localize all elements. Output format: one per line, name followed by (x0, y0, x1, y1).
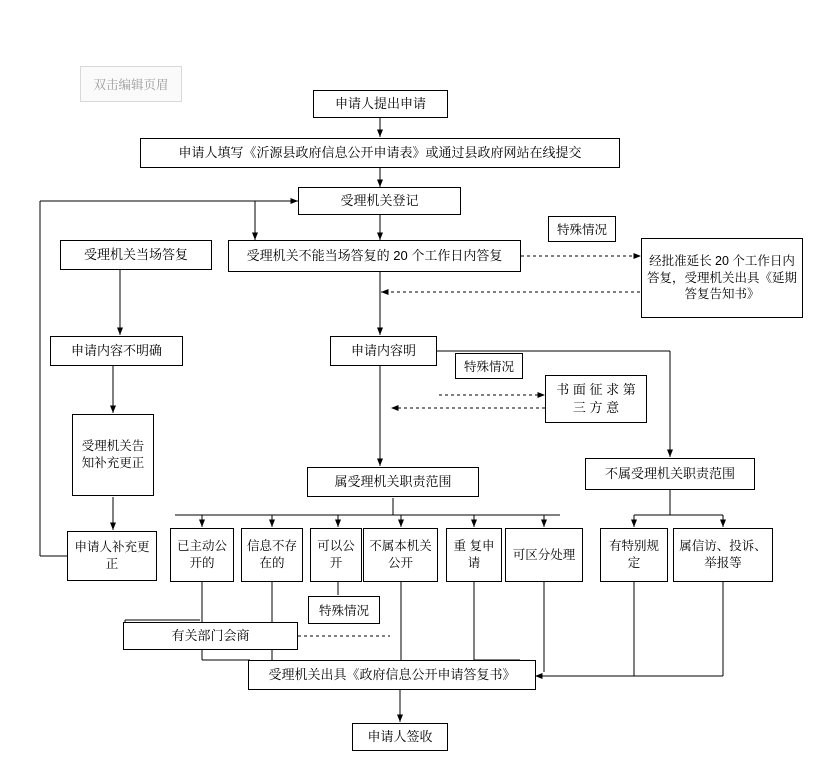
node-already-public[interactable]: 已主动公开的 (170, 528, 234, 582)
node-applicant-correct[interactable]: 申请人补充更正 (67, 531, 157, 581)
node-register[interactable]: 受理机关登记 (298, 187, 461, 215)
node-clear-content[interactable]: 申请内容明 (330, 336, 437, 366)
node-20day-reply[interactable]: 受理机关不能当场答复的 20 个工作日内答复 (228, 240, 521, 272)
node-special-provision[interactable]: 有特别规定 (600, 528, 668, 582)
node-applicant-sign[interactable]: 申请人签收 (352, 723, 448, 751)
node-not-this-agency[interactable]: 不属本机关公开 (363, 528, 438, 582)
node-issue-reply-document[interactable]: 受理机关出具《政府信息公开申请答复书》 (248, 660, 536, 690)
node-not-exist[interactable]: 信息不存在的 (241, 528, 303, 582)
node-applicant-submit[interactable]: 申请人提出申请 (313, 90, 448, 118)
node-can-disclose[interactable]: 可以公开 (310, 528, 362, 582)
node-separable-handling[interactable]: 可区分处理 (505, 528, 583, 582)
note-special-case-1: 特殊情况 (548, 216, 616, 242)
node-onsite-reply[interactable]: 受理机关当场答复 (60, 240, 212, 270)
node-repeat-request[interactable]: 重 复申请 (446, 528, 502, 582)
node-notify-correct[interactable]: 受理机关告知补充更正 (72, 414, 154, 496)
note-special-case-3: 特殊情况 (308, 596, 380, 624)
note-special-case-2: 特殊情况 (455, 353, 523, 379)
header-placeholder[interactable]: 双击编辑页眉 (80, 66, 182, 102)
node-within-scope[interactable]: 属受理机关职责范围 (307, 467, 479, 497)
node-third-party-opinion[interactable]: 书 面 征 求 第 三 方 意 (545, 375, 647, 423)
node-petition-complaint[interactable]: 属信访、投诉、举报等 (673, 528, 773, 582)
node-department-consult[interactable]: 有关部门会商 (123, 622, 298, 650)
node-unclear-content[interactable]: 申请内容不明确 (50, 336, 183, 366)
node-fill-form[interactable]: 申请人填写《沂源县政府信息公开申请表》或通过县政府网站在线提交 (140, 138, 620, 168)
node-extended-reply[interactable]: 经批准延长 20 个工作日内答复，受理机关出具《延期答复告知书》 (641, 238, 803, 318)
node-outside-scope[interactable]: 不属受理机关职责范围 (585, 458, 755, 490)
